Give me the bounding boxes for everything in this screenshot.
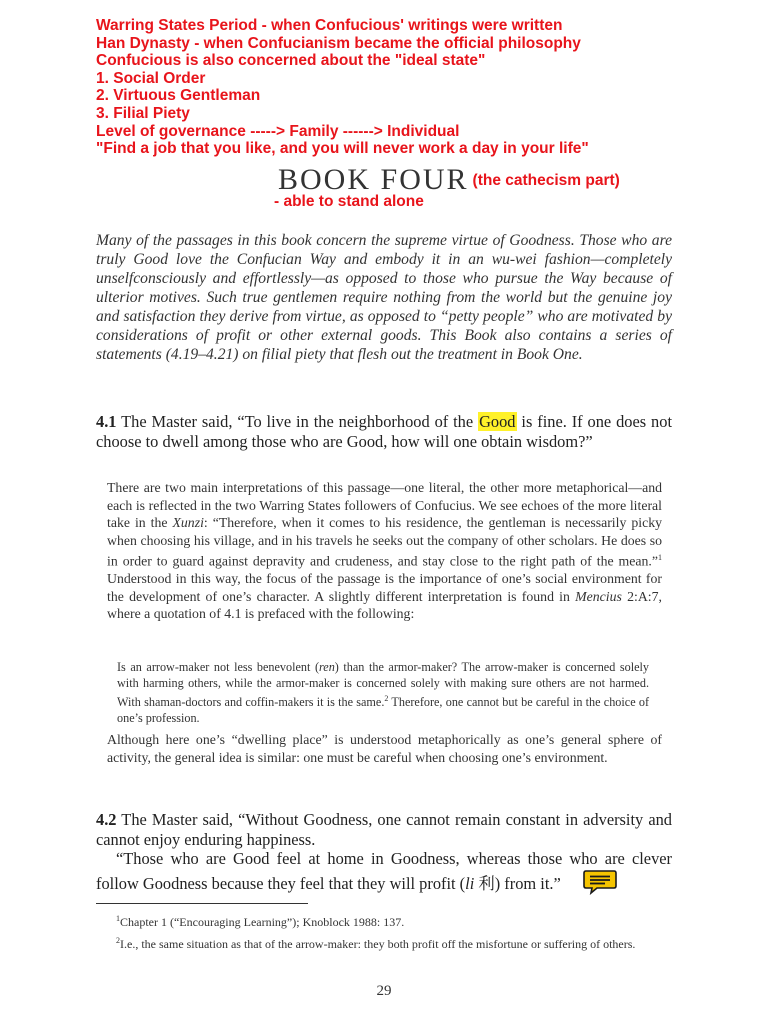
passage-text: “Those who are Good feel at home in Goodness, whereas those who are clever follow Goodness because they feel that they will profit ( xyxy=(96,849,672,893)
block-quote xyxy=(117,660,649,726)
commentary-4-1 xyxy=(107,479,662,623)
footnote-ref[interactable]: 2 xyxy=(384,694,389,703)
comment-annotation-icon[interactable] xyxy=(563,869,597,895)
quote-text: ) than the armor-maker? The arrow-maker is concerned solely with harming others, while the armor-maker is concerned solely with making sure others are not harmed. With shaman-doctors and coffin-makers it is the same. xyxy=(117,660,649,710)
note-line: "Find a job that you like, and you will never work a day in your life" xyxy=(96,140,589,158)
passage-number: 4.1 xyxy=(96,412,117,431)
passage-text: The Master said, “To live in the neighborhood of the xyxy=(116,412,479,431)
page-title: BOOK FOUR xyxy=(278,163,469,196)
footnote xyxy=(96,911,672,931)
passage-4-2 xyxy=(96,810,672,895)
commentary-text: 2:A:7, where a quotation of 4.1 is prefaced with the following: xyxy=(107,588,662,622)
note-line: 3. Filial Piety xyxy=(96,104,190,122)
footnote-ref[interactable]: 1 xyxy=(658,553,662,562)
quote-text: Is an arrow-maker not less benevolent ( xyxy=(117,660,319,674)
note-line: Confucious is also concerned about the "ideal state" xyxy=(96,52,486,70)
commentary-text: Understood in this way, the focus of the passage is the importance of one’s social environment for the development of one’s character. A slightly different interpretation is found in xyxy=(107,571,662,604)
note-line: 2. Virtuous Gentleman xyxy=(96,87,261,105)
xunzi-title: Xunzi xyxy=(172,515,204,530)
highlight-annotation[interactable]: Good xyxy=(479,412,516,431)
footnote-mark: 1 xyxy=(116,914,120,923)
li-term: li xyxy=(465,873,475,893)
commentary-text: There are two main interpretations of this passage—one literal, the other more metaphorical—and each is reflected in the two Warring States followers of Confucius. We see echoes of the more literal take in the xyxy=(107,480,662,530)
mencius-title: Mencius xyxy=(575,588,622,604)
commentary-text: : “Therefore, when it comes to his residence, the gentleman is necessarily picky when choosing his village, and in his travels he seeks out the company of other scholars. He does so in order to guard against depravity and crudeness, and stay close to the right path of the mean.” xyxy=(107,515,662,569)
title-annotation[interactable]: (the cathecism part) xyxy=(472,172,620,189)
title-row xyxy=(278,163,620,197)
footnote-text: Chapter 1 (“Encouraging Learning”); Knoblock 1988: 137. xyxy=(120,915,405,929)
footnote-text: I.e., the same situation as that of the arrow-maker: they both profit off the misfortune or suffering of others. xyxy=(120,936,636,951)
passage-text: The Master said, “Without Goodness, one cannot remain constant in adversity and cannot enjoy enduring happiness. xyxy=(96,810,672,849)
under-title-annotation[interactable]: - able to stand alone xyxy=(274,193,424,210)
ren-term: ren xyxy=(319,660,335,674)
quote-text: Therefore, one cannot but be careful in the choice of one’s profession. xyxy=(117,695,649,725)
passage-number: 4.2 xyxy=(96,810,117,829)
footnote xyxy=(96,933,672,953)
annotation-notes[interactable] xyxy=(96,17,736,158)
footnote-divider xyxy=(96,903,308,904)
note-line: Warring States Period - when Confucious' writings were written xyxy=(96,17,563,34)
book-intro: Many of the passages in this book concern the supreme virtue of Goodness. Those who are truly Good love the Confucian Way and embody it in an wu-wei fashion—completely unselfconsciously and effortlessly—as opposed to those who pursue the Way because of ulterior motives. Such true gentlemen require nothing from the world but the genuine joy and satisfaction they derive from virtue, as opposed to “petty people” who are motivated by considerations of profit or other external goods. This Book also contains a series of statements (4.19–4.21) on filial piety that flesh out the treatment in Book One. xyxy=(96,232,672,363)
footnotes xyxy=(96,911,672,954)
commentary-4-1-continued: Although here one’s “dwelling place” is understood metaphorically as one’s general sphere of activity, the general idea is similar: one must be careful when choosing one’s environment. xyxy=(107,732,662,765)
footnote-mark: 2 xyxy=(116,935,120,945)
passage-4-1 xyxy=(96,412,672,451)
note-line: 1. Social Order xyxy=(96,69,206,87)
passage-text: is fine. If one does not choose to dwell among those who are Good, how will one obtain wisdom?” xyxy=(96,412,673,451)
note-line: Level of governance -----> Family ------> Individual xyxy=(96,122,460,140)
page-number: 29 xyxy=(376,983,392,999)
note-line: Han Dynasty - when Confucianism became the official philosophy xyxy=(96,34,581,52)
passage-text: 利) from it.” xyxy=(474,873,561,893)
